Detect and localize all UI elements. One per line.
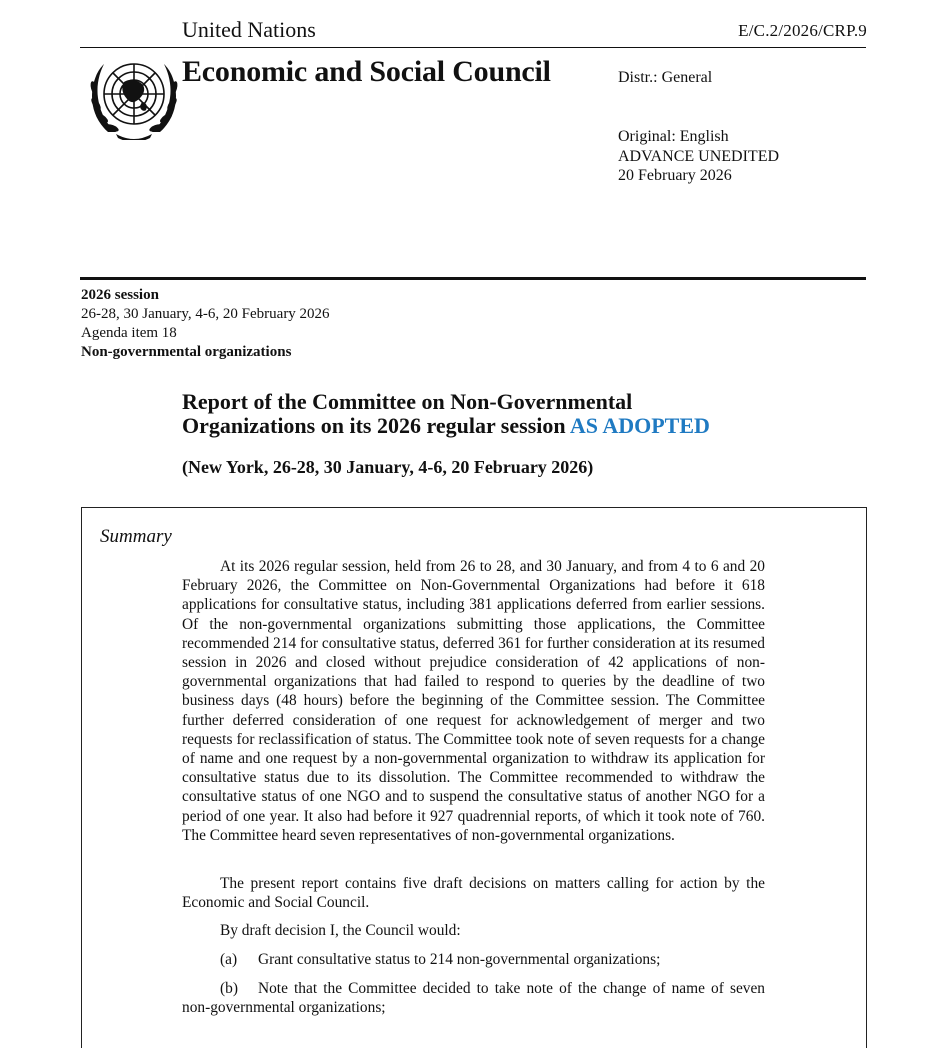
item-a-label: (a) (220, 951, 238, 968)
report-title (182, 390, 710, 438)
original-language: Original: English (618, 128, 729, 145)
un-emblem-icon (86, 54, 182, 140)
section-rule (80, 277, 866, 280)
summary-item-a (182, 950, 765, 969)
summary-heading: Summary (100, 526, 172, 547)
council-title: Economic and Social Council (182, 55, 551, 88)
adopted-label: AS ADOPTED (569, 413, 710, 438)
report-subtitle: (New York, 26-28, 30 January, 4-6, 20 February 2026) (182, 457, 594, 477)
item-b-text: Note that the Committee decided to take note of the change of name of seven non-governmental organizations; (182, 980, 765, 1017)
summary-paragraph-3: By draft decision I, the Council would: (220, 922, 461, 939)
document-status: ADVANCE UNEDITED (618, 147, 780, 165)
summary-paragraph-1: At its 2026 regular session, held from 26 to 28, and 30 January, and from 4 to 6 and 20 February 2026, the Committee on Non-Governmental Organizations had before it 618 applications for consultative status, including 381 applications deferred from earlier sessions. Of the non-governmental organizations submitting those applications, the Committee recommended 214 for consultative status, deferred 361 for further consideration at its resumed session in 2026 and closed without prejudice consideration of 42 applications of non-governmental organizations that had failed to respond to queries by the deadline of two business days (48 hours) before the beginning of the Committee session. The Committee further deferred consideration of one request for acknowledgement of merger and two requests for reclassification of status. The Committee took note of seven requests for a change of name and one request by a non-governmental organization to withdraw its application for consultative status due to its dissolution. The Committee recommended to withdraw the consultative status of one NGO and to suspend the consultative status of another NGO for a period of one year. It also had before it 927 quadrennial reports, of which it took note of 760. The Committee heard seven representatives of non-governmental organizations. (182, 558, 765, 844)
report-title-line2 (182, 414, 710, 438)
document-meta (618, 127, 779, 186)
summary-paragraph-2: The present report contains five draft decisions on matters calling for action by the Economic and Social Council. (182, 875, 765, 912)
distribution: Distr.: General (618, 69, 713, 86)
session-dates: 26-28, 30 January, 4-6, 20 February 2026 (81, 306, 330, 322)
report-title-line1: Report of the Committee on Non-Governmental (182, 389, 633, 414)
agenda-item: Agenda item 18 (81, 325, 177, 341)
summary-item-b (182, 979, 765, 1017)
agenda-topic: Non-governmental organizations (81, 344, 292, 360)
item-a-text: Grant consultative status to 214 non-governmental organizations; (258, 951, 661, 968)
report-title-line2-text: Organizations on its 2026 regular session (182, 413, 566, 438)
session-block (81, 286, 330, 362)
session-name: 2026 session (81, 287, 159, 303)
header-rule (80, 47, 866, 48)
document-symbol: E/C.2/2026/CRP.9 (738, 21, 867, 40)
item-b-label: (b) (220, 980, 238, 997)
document-date: 20 February 2026 (618, 167, 732, 184)
organization-name: United Nations (182, 17, 316, 42)
